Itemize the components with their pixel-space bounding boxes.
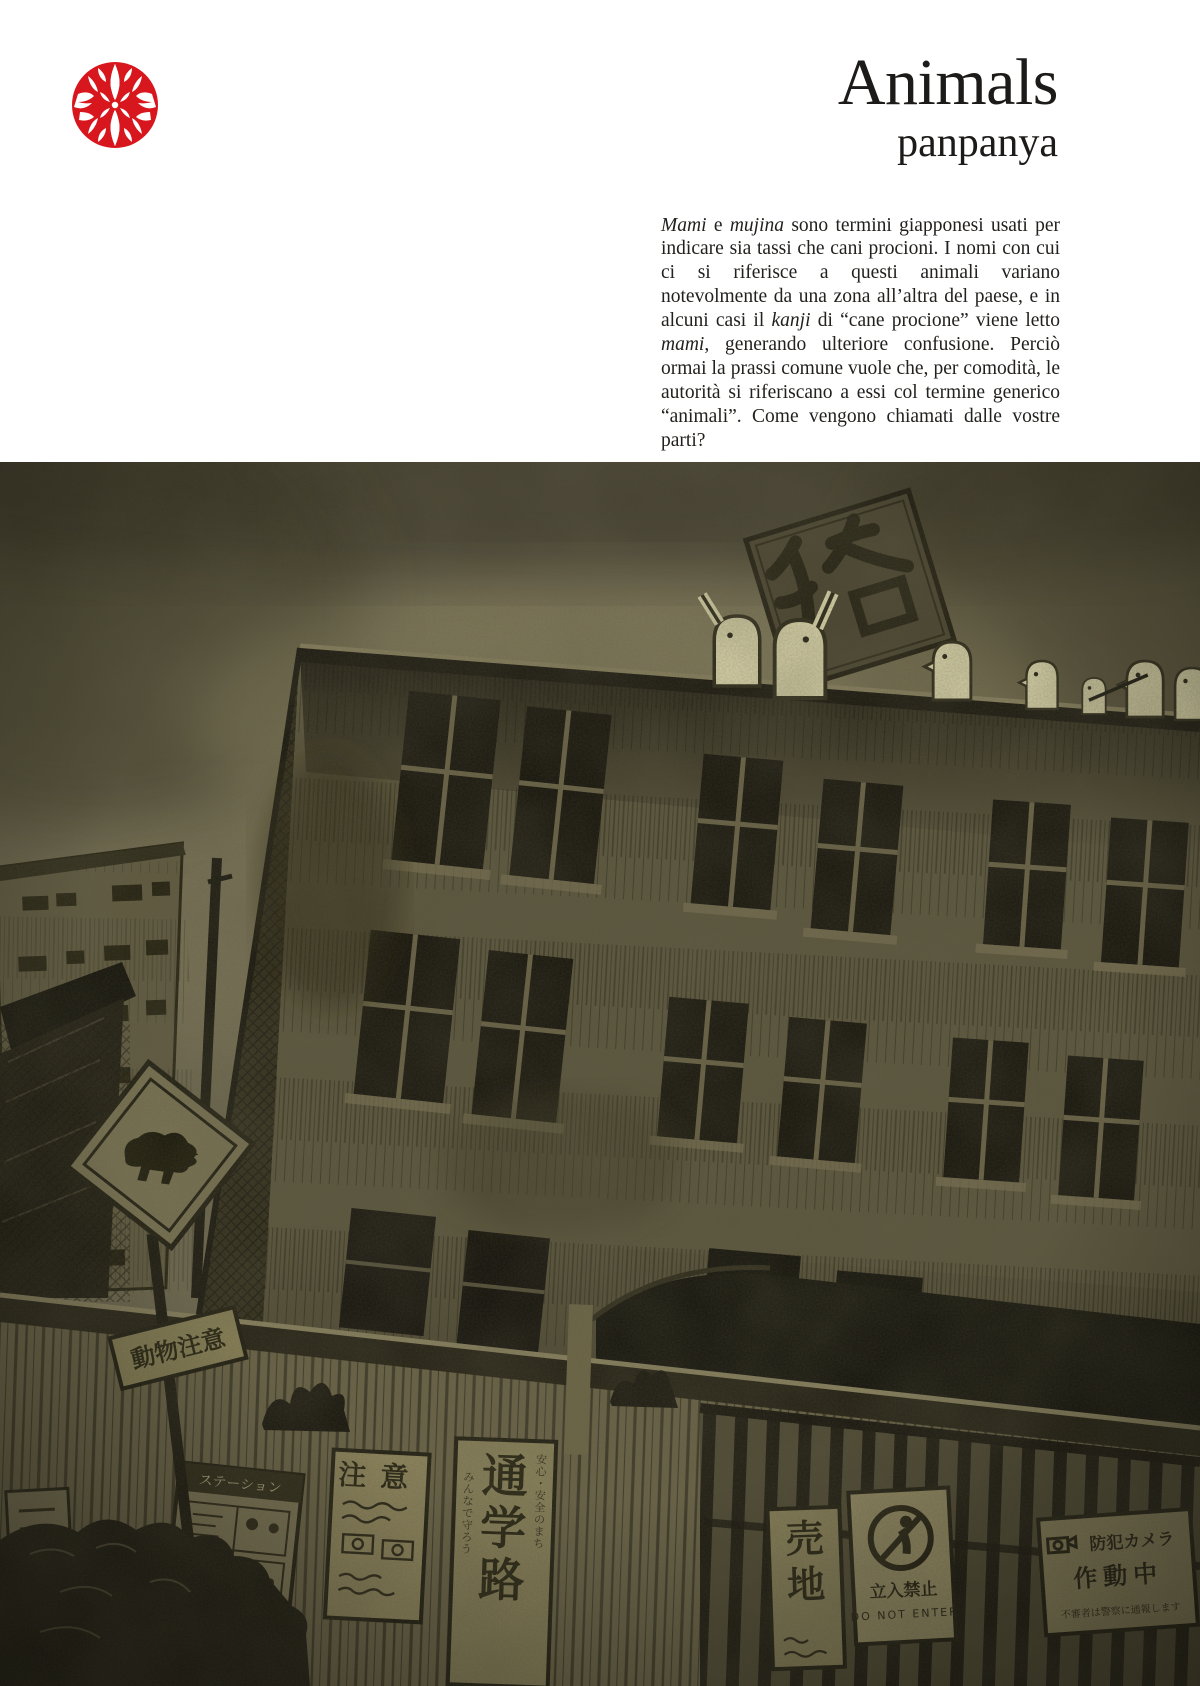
page-title: Animals: [837, 46, 1058, 119]
intro-paragraph: Mami e mujina sono termini giapponesi usati per indicare sia tassi che cani procioni. I nomi con cui ci si riferisce a questi animali variano notevolmente da una zona all’altra del paese, e in alcuni casi il kanji di “cane procione” viene letto mami, generando ulteriore confusione. Perciò ormai la prassi comune vuole che, per comodità, le autorità si riferiscano a essi col termine generico “animali”. Come vengono chiamati dalle vostre parti?: [661, 214, 1060, 451]
vignette: [0, 462, 1200, 1686]
publisher-ornament-icon: [58, 46, 172, 164]
masthead: [837, 46, 1058, 166]
author-name: panpanya: [897, 120, 1058, 166]
illustration-canvas: [0, 462, 1200, 1686]
illustration: [0, 462, 1200, 1686]
publisher-logo: [58, 46, 172, 164]
